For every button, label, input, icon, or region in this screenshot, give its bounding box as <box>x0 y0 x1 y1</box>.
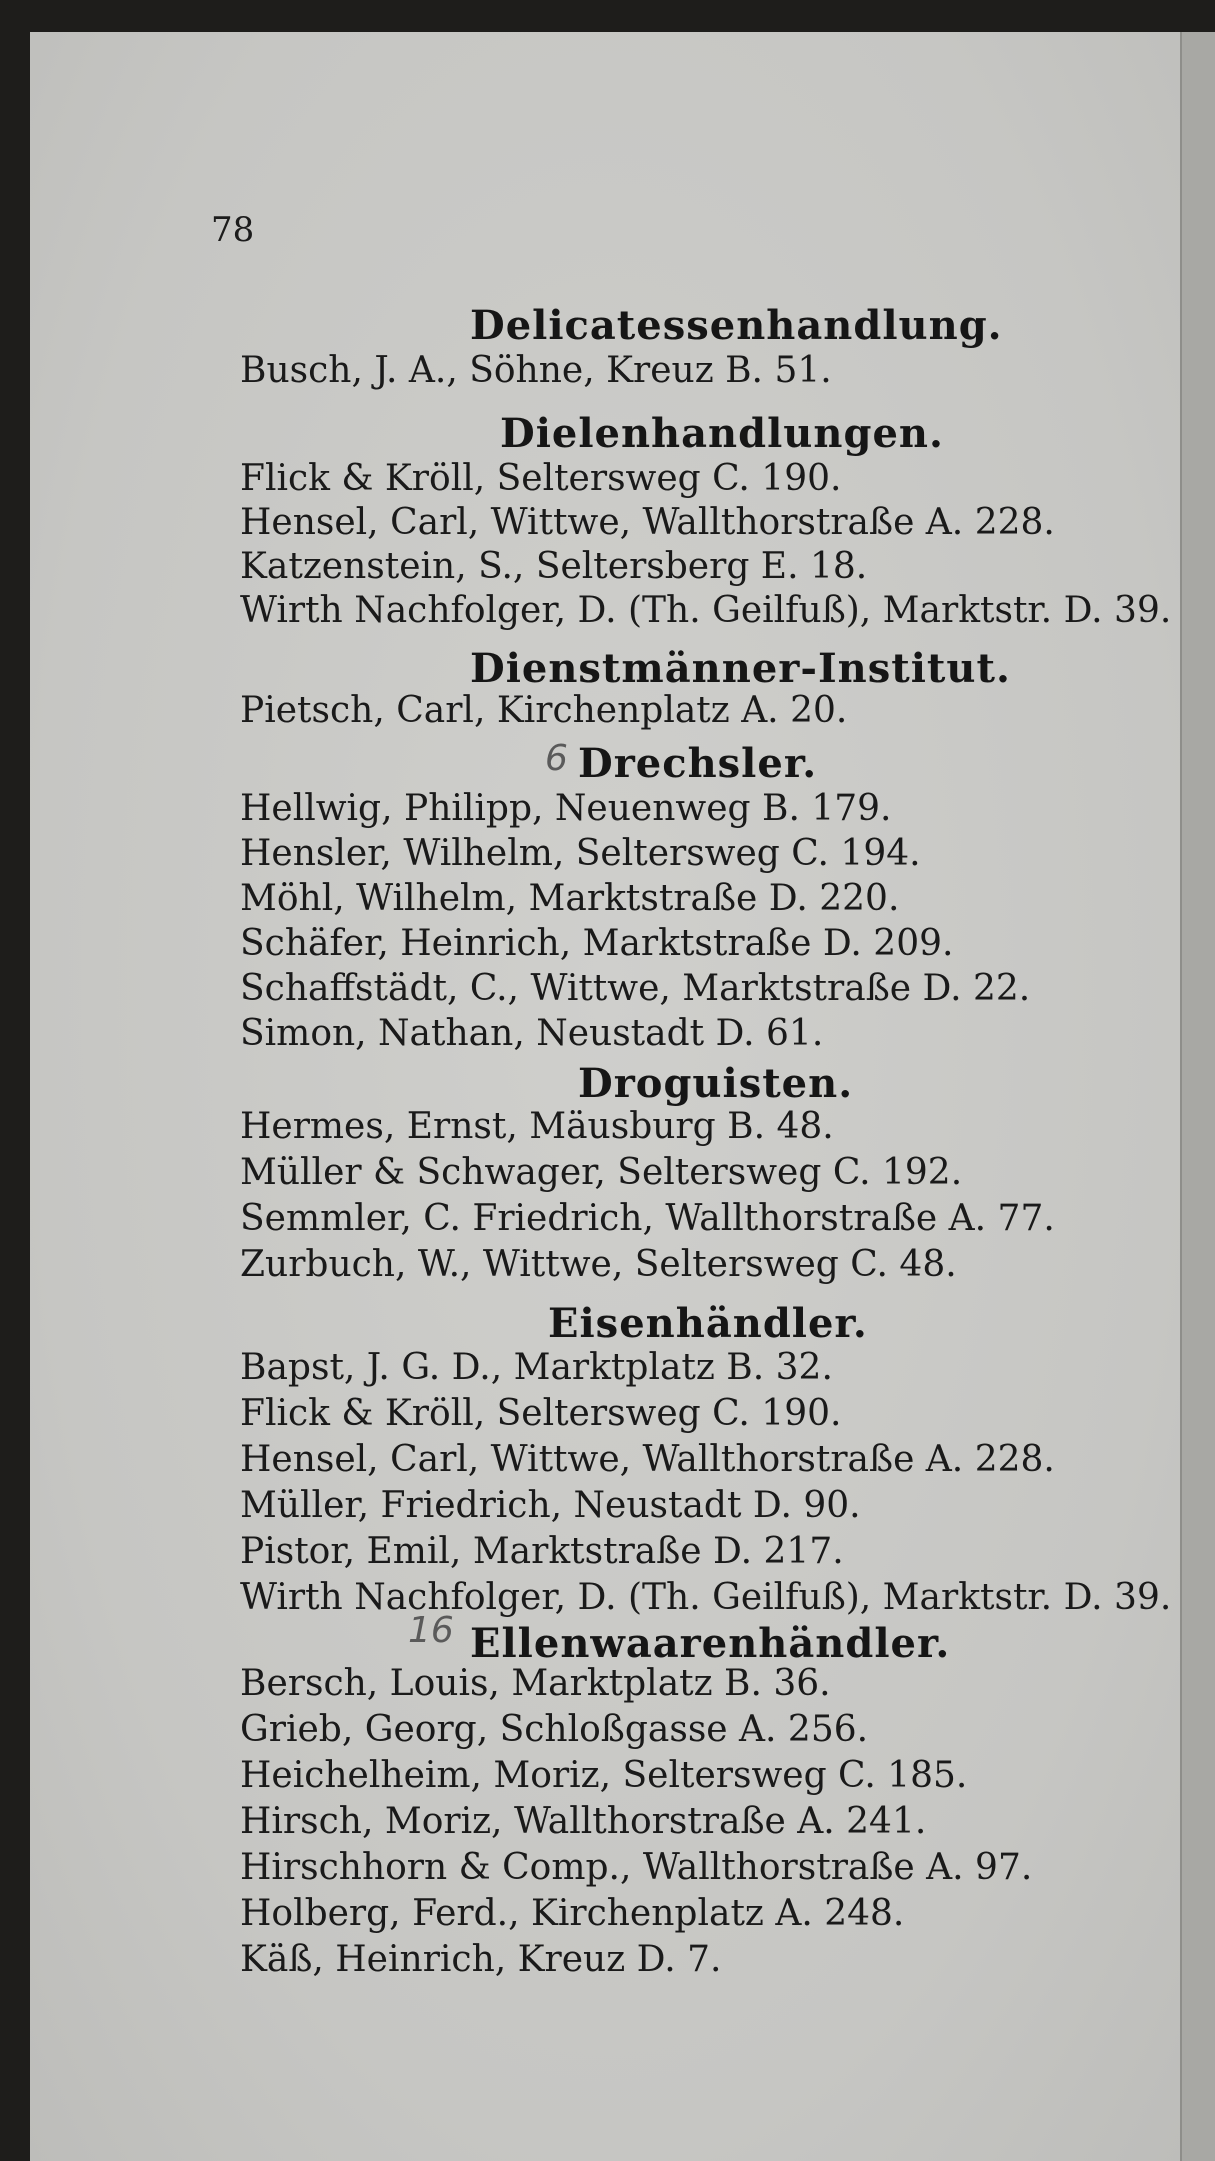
entry: Müller & Schwager, Seltersweg C. 192. <box>240 1152 963 1193</box>
entry: Flick & Kröll, Seltersweg C. 190. <box>240 458 842 499</box>
entry: Busch, J. A., Söhne, Kreuz B. 51. <box>240 350 832 391</box>
page-edge <box>1180 32 1215 2161</box>
entry: Hensel, Carl, Wittwe, Wallthorstraße A. 228. <box>240 1439 1055 1480</box>
section-heading: Delicatessenhandlung. <box>470 302 1003 349</box>
section-heading: Droguisten. <box>578 1060 854 1107</box>
entry: Schäfer, Heinrich, Marktstraße D. 209. <box>240 923 954 964</box>
entry: Hensler, Wilhelm, Seltersweg C. 194. <box>240 833 921 874</box>
entry: Pistor, Emil, Marktstraße D. 217. <box>240 1531 844 1572</box>
entry: Hellwig, Philipp, Neuenweg B. 179. <box>240 788 892 829</box>
section-heading: Ellenwaarenhändler. <box>470 1620 951 1667</box>
entry: Bapst, J. G. D., Marktplatz B. 32. <box>240 1347 833 1388</box>
entry: Hensel, Carl, Wittwe, Wallthorstraße A. 228. <box>240 502 1055 543</box>
entry: Katzenstein, S., Seltersberg E. 18. <box>240 546 868 587</box>
pencil-note: 16 <box>408 1610 454 1651</box>
pencil-note: 6 <box>545 738 568 779</box>
page-number: 78 <box>211 210 255 250</box>
entry: Müller, Friedrich, Neustadt D. 90. <box>240 1485 861 1526</box>
entry: Flick & Kröll, Seltersweg C. 190. <box>240 1393 842 1434</box>
section-heading: Drechsler. <box>578 740 818 787</box>
entry: Zurbuch, W., Wittwe, Seltersweg C. 48. <box>240 1244 957 1285</box>
entry: Semmler, C. Friedrich, Wallthorstraße A. 77. <box>240 1198 1055 1239</box>
entry: Bersch, Louis, Marktplatz B. 36. <box>240 1663 831 1704</box>
section-heading: Eisenhändler. <box>548 1300 868 1347</box>
entry: Holberg, Ferd., Kirchenplatz A. 248. <box>240 1893 905 1934</box>
entry: Käß, Heinrich, Kreuz D. 7. <box>240 1939 722 1980</box>
entry: Heichelheim, Moriz, Seltersweg C. 185. <box>240 1755 968 1796</box>
entry: Möhl, Wilhelm, Marktstraße D. 220. <box>240 878 900 919</box>
entry: Grieb, Georg, Schloßgasse A. 256. <box>240 1709 869 1750</box>
entry: Pietsch, Carl, Kirchenplatz A. 20. <box>240 690 848 731</box>
entry: Schaffstädt, C., Wittwe, Marktstraße D. 22. <box>240 968 1031 1009</box>
section-heading: Dienstmänner-Institut. <box>470 645 1011 692</box>
entry: Simon, Nathan, Neustadt D. 61. <box>240 1013 824 1054</box>
section-heading: Dielenhandlungen. <box>500 410 944 457</box>
entry: Hermes, Ernst, Mäusburg B. 48. <box>240 1106 834 1147</box>
entry: Hirschhorn & Comp., Wallthorstraße A. 97. <box>240 1847 1033 1888</box>
entry: Wirth Nachfolger, D. (Th. Geilfuß), Marktstr. D. 39. <box>240 590 1172 631</box>
entry: Wirth Nachfolger, D. (Th. Geilfuß), Marktstr. D. 39. <box>240 1577 1172 1618</box>
entry: Hirsch, Moriz, Wallthorstraße A. 241. <box>240 1801 927 1842</box>
